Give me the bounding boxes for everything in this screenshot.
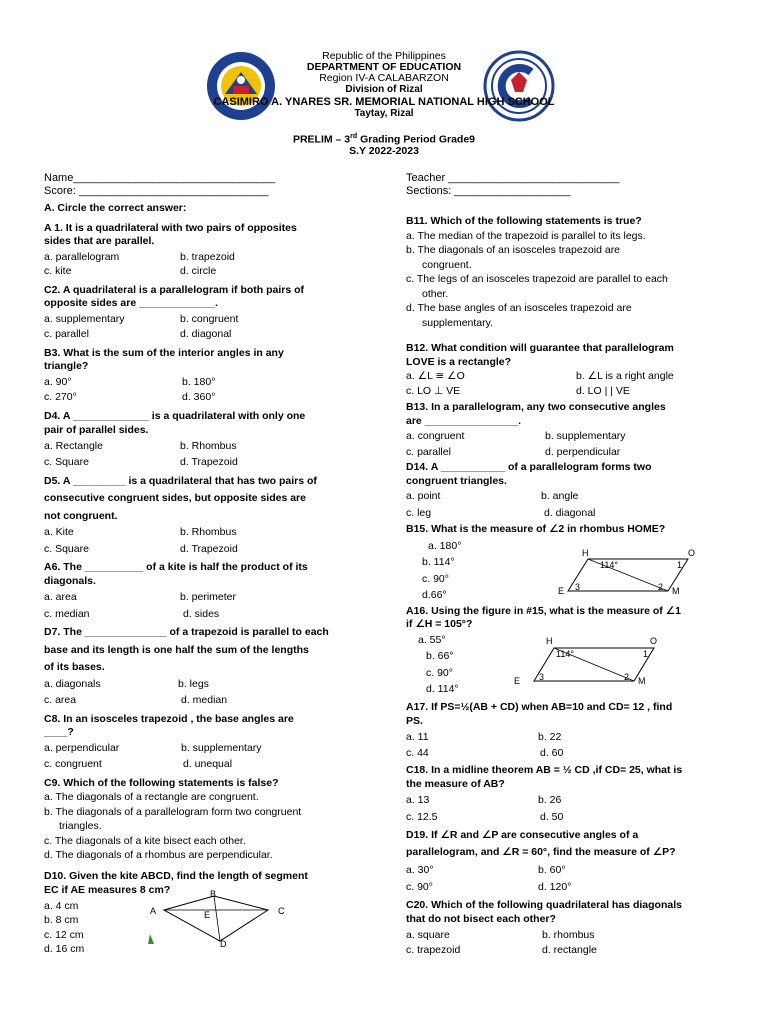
rhombus2-label-e: E [514, 676, 521, 686]
option-b[interactable]: b. 60° [538, 863, 566, 876]
question-text: A6. The __________ of a kite is half the product of its [44, 561, 308, 573]
option-c[interactable]: c. The legs of an isosceles trapezoid are parallel to each [406, 273, 668, 285]
question-text: B15. What is the measure of ∠2 in rhombus HOME? [406, 523, 666, 535]
option-d[interactable]: d. 60 [540, 747, 564, 759]
kite-diagram [144, 888, 294, 948]
question-d19 [406, 827, 736, 896]
option-d[interactable]: d. 16 cm [44, 943, 85, 955]
option-a[interactable]: a. 30° [406, 863, 434, 876]
option-d[interactable]: d. Trapezoid [180, 542, 238, 555]
option-d[interactable]: d. 120° [538, 880, 572, 893]
question-text: congruent triangles. [406, 474, 507, 487]
option-a[interactable]: a. The median of the trapezoid is parallel to its legs. [406, 229, 646, 242]
option-d[interactable]: d. diagonal [544, 506, 596, 519]
rhombus-label-e: E [558, 586, 565, 596]
question-d5 [44, 473, 364, 557]
rhombus2-num-3: 3 [539, 672, 545, 682]
instruction: A. Circle the correct answer: [44, 202, 187, 214]
option-b[interactable]: b. angle [541, 490, 579, 502]
question-text: D7. The ______________ of a trapezoid is parallel to each [44, 626, 329, 638]
option-d[interactable]: d. The diagonals of a rhombus are perpendicular. [44, 849, 273, 861]
question-text: B12. What condition will guarantee that parallelogram [406, 342, 674, 354]
option-b[interactable]: b. perimeter [180, 591, 237, 603]
question-text: C8. In an isosceles trapezoid , the base angles are [44, 712, 294, 725]
option-d[interactable]: d. 360° [182, 391, 216, 403]
option-b-cont: triangles. [59, 820, 102, 832]
header-department: DEPARTMENT OF EDUCATION [306, 61, 462, 73]
rhombus-num-3: 3 [575, 582, 581, 592]
question-c9 [44, 776, 364, 863]
question-text: ____? [44, 726, 74, 738]
left-column [44, 202, 364, 957]
option-b[interactable]: b. The diagonals of a parallelogram form two congruent [44, 805, 302, 818]
rhombus-diagram-2 [514, 636, 674, 688]
question-d4 [44, 410, 364, 470]
option-c[interactable]: c. 12 cm [44, 928, 84, 941]
rhombus2-num-2: 2 [624, 672, 630, 682]
option-d[interactable]: d. rectangle [542, 944, 597, 956]
question-text: B3. What is the sum of the interior angles in any [44, 346, 284, 359]
option-d[interactable]: d. diagonal [180, 328, 232, 340]
exam-title: PRELIM – 3rd Grading Period Grade9 [292, 133, 476, 146]
rhombus-angle: 114° [600, 560, 618, 570]
option-b[interactable]: b. congruent [180, 312, 239, 325]
header-school: CASIMIRO A. YNARES SR. MEMORIAL NATIONAL HIGH SCHOOL [213, 96, 555, 108]
rhombus-num-1: 1 [677, 560, 683, 570]
rhombus2-label-m: M [638, 676, 646, 686]
option-c[interactable]: c. 90° [406, 880, 433, 893]
option-b[interactable]: b. rhombus [542, 928, 595, 941]
option-b[interactable]: b. supplementary [181, 741, 262, 754]
option-a[interactable]: a. parallelogram [44, 250, 120, 263]
name-field[interactable]: Name_________________________________ [44, 172, 276, 184]
option-c[interactable]: c. 12.5 [406, 811, 438, 823]
rhombus-label-o: O [688, 548, 696, 558]
option-a[interactable]: a. 4 cm [44, 899, 79, 912]
option-c[interactable]: c. The diagonals of a kite bisect each other. [44, 834, 246, 847]
option-c[interactable]: c. 90° [426, 666, 453, 679]
option-c[interactable]: c. parallel [44, 328, 89, 340]
option-a[interactable]: a. 90° [44, 375, 72, 388]
sections-field[interactable]: Sections: ___________________ [406, 185, 571, 197]
question-text: that do not bisect each other? [406, 913, 556, 925]
question-text: B13. In a parallelogram, any two consecutive angles [406, 401, 666, 413]
option-a[interactable]: a. square [406, 928, 450, 941]
option-a[interactable]: a. area [44, 591, 77, 603]
question-c8 [44, 713, 364, 772]
rhombus-num-2: 2 [658, 582, 664, 592]
kite-label-a: A [150, 906, 157, 916]
option-b[interactable]: b. legs [178, 677, 209, 690]
option-c[interactable]: c. LO ⊥ VE [406, 384, 461, 397]
question-text: not congruent. [44, 509, 118, 522]
question-text: pair of parallel sides. [44, 424, 149, 436]
rhombus2-num-1: 1 [643, 649, 649, 659]
option-d[interactable]: d. median [181, 694, 228, 706]
option-d[interactable]: d. LO | | VE [576, 384, 630, 397]
question-text: D10. Given the kite ABCD, find the length of segment [44, 869, 308, 882]
question-text: D5. A _________ is a quadrilateral that has two pairs of [44, 474, 317, 487]
option-a[interactable]: a. point [406, 490, 441, 502]
option-d[interactable]: d. unequal [183, 758, 233, 770]
option-c[interactable]: c. congruent [44, 758, 102, 770]
option-d[interactable]: d. 114° [426, 683, 459, 695]
option-b[interactable]: b. 8 cm [44, 914, 79, 926]
option-a[interactable]: a. 13 [406, 793, 430, 806]
rhombus-label-h: H [582, 548, 589, 558]
question-a17 [406, 700, 736, 761]
option-d[interactable]: d. The base angles of an isosceles trapezoid are [406, 302, 632, 314]
question-text: are ________________. [406, 414, 522, 427]
option-b-cont: congruent. [422, 258, 472, 271]
option-a[interactable]: a. 55° [418, 633, 446, 646]
question-c20 [406, 898, 736, 958]
option-c[interactable]: c. trapezoid [406, 944, 461, 956]
option-b[interactable]: b. 180° [182, 375, 216, 388]
option-a[interactable]: a. ∠L ≅ ∠O [406, 370, 465, 382]
option-d[interactable]: d. circle [180, 265, 217, 277]
kite-label-d: D [220, 939, 227, 948]
question-text: C20. Which of the following quadrilateral has diagonals [406, 898, 682, 911]
option-c[interactable]: c. kite [44, 265, 72, 277]
option-c[interactable]: c. 44 [406, 747, 429, 759]
option-c[interactable]: c. 270° [44, 391, 77, 403]
option-b[interactable]: b. ∠L is a right angle [576, 370, 674, 382]
option-b[interactable]: b. Rhombus [180, 439, 237, 452]
option-b[interactable]: b. Rhombus [180, 526, 237, 538]
option-c[interactable]: c. area [44, 694, 77, 706]
teacher-field[interactable]: Teacher ____________________________ [406, 172, 620, 184]
option-c[interactable]: c. median [44, 607, 90, 620]
option-c[interactable]: c. leg [406, 506, 432, 519]
option-d[interactable]: d. sides [183, 607, 220, 620]
kite-label-e: E [204, 910, 211, 920]
option-c[interactable]: c. 90° [422, 572, 449, 585]
option-c[interactable]: c. parallel [406, 445, 451, 458]
green-marker-icon [148, 934, 154, 944]
question-b3 [44, 347, 364, 405]
option-a[interactable]: a. Rectangle [44, 439, 103, 452]
header-region: Region IV-A CALABARZON [319, 72, 449, 84]
option-b[interactable]: b. 26 [538, 793, 562, 806]
option-b[interactable]: b. supplementary [545, 430, 626, 442]
option-d[interactable]: d. 50 [540, 811, 564, 823]
rhombus2-label-h: H [546, 636, 553, 646]
option-a[interactable]: a. 11 [406, 730, 429, 743]
option-d[interactable]: d. Trapezoid [180, 456, 238, 468]
option-a[interactable]: a. supplementary [44, 312, 125, 325]
question-text: parallelogram, and ∠R = 60°, find the measure of ∠P? [406, 845, 676, 858]
question-text: EC if AE measures 8 cm? [44, 884, 171, 896]
question-text: D4. A _____________ is a quadrilateral with only one [44, 409, 306, 422]
option-c-cont: other. [422, 287, 449, 300]
kite-label-c: C [278, 906, 285, 916]
rhombus-label-m: M [672, 586, 680, 596]
question-text: PS. [406, 715, 423, 727]
question-c18 [406, 763, 736, 825]
rhombus2-angle: 114° [556, 649, 574, 659]
question-text: diagonals. [44, 574, 96, 587]
question-text: C18. In a midline theorem AB = ½ CD ,if CD= 25, what is [406, 763, 683, 776]
question-text: A 1. It is a quadrilateral with two pairs of opposites [44, 221, 297, 234]
score-field[interactable]: Score: _______________________________ [44, 185, 269, 197]
rhombus-diagram-1 [548, 548, 708, 598]
kite-label-b: B [210, 889, 217, 899]
question-text: D19. If ∠R and ∠P are consecutive angles of a [406, 828, 639, 841]
option-a[interactable]: a. congruent [406, 430, 465, 442]
question-text: base and its length is one half the sum of the lengths [44, 643, 309, 656]
question-text: A16. Using the figure in #15, what is the measure of ∠1 [406, 604, 681, 617]
question-a6 [44, 561, 364, 621]
option-d-cont: supplementary. [422, 316, 494, 329]
question-text: D14. A ___________ of a parallelogram forms two [406, 461, 652, 473]
question-text: opposite sides are _____________. [44, 297, 218, 309]
question-text: consecutive congruent sides, but opposite sides are [44, 492, 306, 504]
option-c[interactable]: c. Square [44, 542, 89, 555]
question-b12 [406, 342, 736, 398]
question-text: sides that are parallel. [44, 235, 155, 247]
option-b[interactable]: b. 114° [422, 556, 455, 568]
question-text: A17. If PS=½(AB + CD) when AB=10 and CD= 12 , find [406, 700, 673, 713]
option-a[interactable]: a. diagonals [44, 677, 101, 690]
option-b[interactable]: b. The diagonals of an isosceles trapezoid are [406, 244, 621, 256]
question-text: the measure of AB? [406, 778, 505, 790]
question-text: triangle? [44, 360, 89, 372]
question-b11 [406, 214, 736, 330]
header-division: Division of Rizal [345, 84, 423, 95]
rhombus2-label-o: O [650, 636, 658, 646]
question-text: of its bases. [44, 661, 105, 673]
question-b13 [406, 401, 736, 459]
header-republic: Republic of the Philippines [322, 50, 446, 62]
option-a[interactable]: a. 180° [428, 539, 462, 552]
question-c2 [44, 284, 364, 342]
question-a1 [44, 222, 364, 279]
question-d7 [44, 624, 364, 708]
option-c[interactable]: c. Square [44, 456, 89, 468]
option-d[interactable]: d.66° [422, 589, 447, 601]
option-a[interactable]: a. perpendicular [44, 741, 120, 754]
question-d14 [406, 461, 736, 520]
question-text: LOVE is a rectangle? [406, 355, 512, 368]
option-b[interactable]: b. 66° [426, 650, 454, 662]
school-year: S.Y 2022-2023 [349, 145, 419, 157]
question-text: C2. A quadrilateral is a parallelogram if both pairs of [44, 283, 305, 296]
option-b[interactable]: b. 22 [538, 730, 562, 743]
header-location: Taytay, Rizal [354, 108, 414, 119]
question-text: C9. Which of the following statements is false? [44, 776, 279, 789]
option-a[interactable]: a. Kite [44, 526, 74, 538]
option-d[interactable]: d. perpendicular [545, 445, 621, 458]
question-text: if ∠H = 105°? [406, 618, 473, 630]
question-text: B11. Which of the following statements is true? [406, 215, 642, 227]
option-b[interactable]: b. trapezoid [180, 250, 235, 263]
option-a[interactable]: a. The diagonals of a rectangle are congruent. [44, 791, 259, 803]
